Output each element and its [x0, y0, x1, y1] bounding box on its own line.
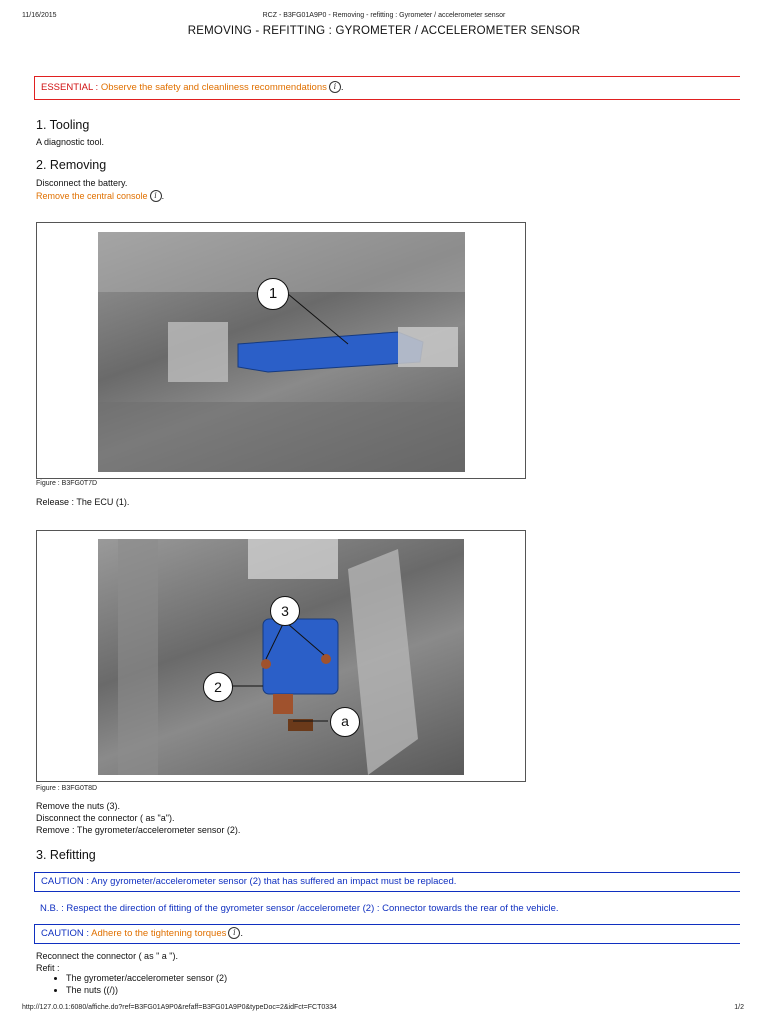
- refit-list: [50, 973, 227, 997]
- info-icon[interactable]: i: [329, 81, 341, 93]
- console-suffix: .: [161, 191, 165, 201]
- figure-2-frame: [36, 530, 526, 782]
- tooling-text: A diagnostic tool.: [36, 137, 105, 147]
- disconnect-connector-text: Disconnect the connector ( as "a").: [36, 813, 175, 823]
- essential-label: ESSENTIAL :: [41, 82, 99, 93]
- page-number: 1/2: [734, 1004, 744, 1011]
- figure-2-caption: Figure : B3FG0T8D: [36, 785, 98, 792]
- list-item: • The nuts ((/)): [66, 985, 227, 995]
- footer-url: http://127.0.0.1:6080/affiche.do?ref=B3FG01A9P0&refaff=B3FG01A9P0&typeDoc=2&idFct=FCT0334: [22, 1004, 337, 1011]
- list-item: • The gyrometer/accelerometer sensor (2): [66, 973, 227, 983]
- nb-notice: [40, 903, 559, 914]
- page-title: REMOVING - REFITTING : GYROMETER / ACCELEROMETER SENSOR: [187, 25, 581, 37]
- essential-suffix: .: [340, 82, 344, 93]
- nb-label: N.B. :: [40, 903, 64, 914]
- remove-console-line: [36, 190, 164, 202]
- torque-suffix: .: [240, 928, 244, 939]
- caution-torque-notice: [34, 924, 740, 944]
- callout-1: 1: [257, 278, 289, 310]
- safety-recommendations-link[interactable]: Observe the safety and cleanliness recommendations: [100, 82, 327, 93]
- figure-1-frame: [36, 222, 526, 479]
- document-reference: RCZ - B3FG01A9P0 - Removing - refitting : Gyrometer / accelerometer sensor: [262, 12, 506, 19]
- info-icon[interactable]: i: [228, 927, 240, 939]
- remove-sensor-text: Remove : The gyrometer/accelerometer sensor (2).: [36, 825, 241, 835]
- tightening-torques-link[interactable]: Adhere to the tightening torques: [91, 928, 227, 939]
- tooling-heading: 1. Tooling: [36, 118, 90, 132]
- caution-label: CAUTION :: [41, 928, 90, 939]
- essential-notice: [34, 76, 740, 100]
- ecu-photo-illustration: [98, 232, 465, 472]
- info-icon[interactable]: i: [150, 190, 162, 202]
- remove-central-console-link[interactable]: Remove the central console: [36, 191, 148, 201]
- disconnect-battery-text: Disconnect the battery.: [36, 178, 128, 188]
- callout-2: 2: [203, 672, 233, 702]
- release-ecu-text: Release : The ECU (1).: [36, 497, 130, 507]
- caution-impact-text: Any gyrometer/accelerometer sensor (2) that has suffered an impact must be replaced.: [91, 876, 457, 887]
- ecu-photo: [98, 232, 465, 472]
- refit-label: Refit :: [36, 963, 60, 973]
- caution-label: CAUTION :: [41, 876, 90, 887]
- refitting-heading: 3. Refitting: [36, 848, 96, 862]
- remove-nuts-text: Remove the nuts (3).: [36, 801, 121, 811]
- sensor-photo: [98, 539, 464, 775]
- figure-1-caption: Figure : B3FG0T7D: [36, 480, 98, 487]
- callout-a: a: [330, 707, 360, 737]
- removing-heading: 2. Removing: [36, 158, 107, 172]
- callout-3: 3: [270, 596, 300, 626]
- nb-text: Respect the direction of fitting of the gyrometer sensor /accelerometer (2) : Connector towards the rear of the vehicle.: [66, 903, 559, 914]
- sensor-photo-illustration: [98, 539, 464, 775]
- reconnect-connector-text: Reconnect the connector ( as " a ").: [36, 951, 178, 961]
- caution-impact-notice: [34, 872, 740, 892]
- print-date: 11/16/2015: [22, 12, 57, 19]
